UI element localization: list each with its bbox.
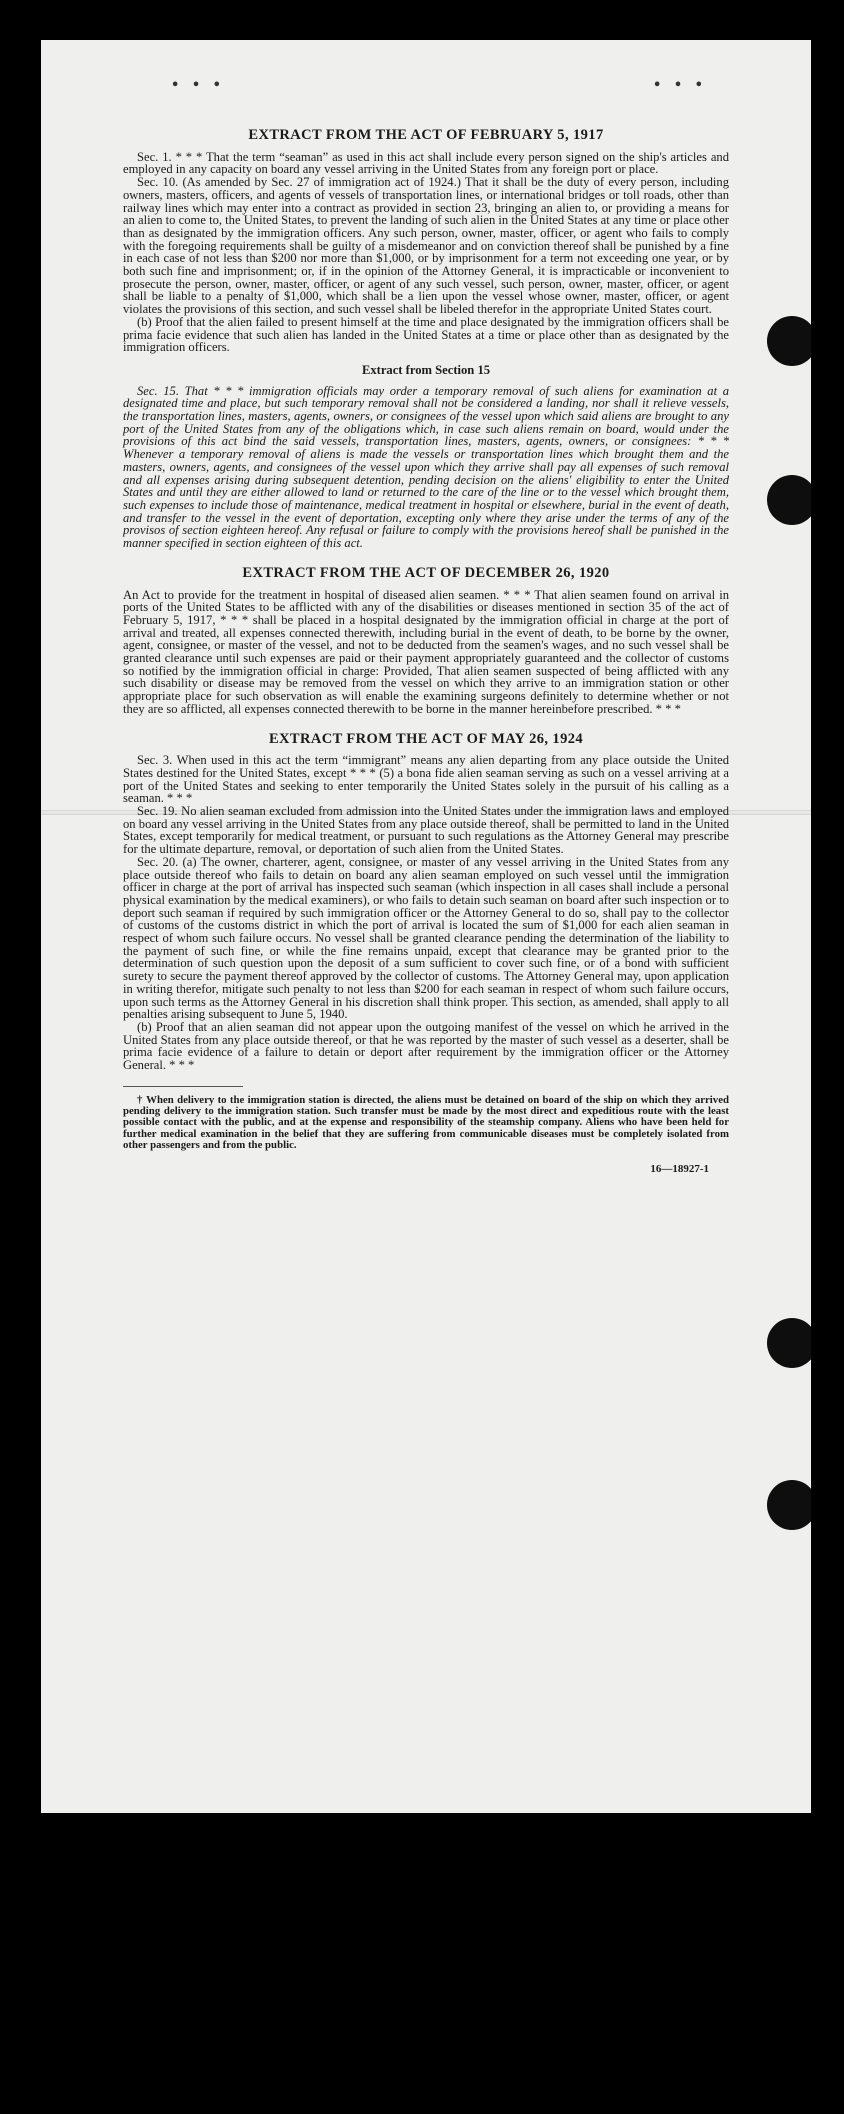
paragraph-sec-3: Sec. 3. When used in this act the term “immigrant” means any alien departing from any place outside the United States destined for the United States, except * * * (5) a bona fide alien seaman serving as such on a vessel arriving at a port of the United States and seeking to enter temporarily the United States solely in the pursuit of his calling as a seaman. * * * — [123, 753, 729, 806]
document-content — [123, 122, 729, 1176]
paragraph-sec-15: Sec. 15. That * * * immigration officials may order a temporary removal of such aliens for examination at a designated time and place, but such temporary removal shall not be considered a landing, nor shall it relieve vessels, the transportation lines, masters, agents, owners, or consignees of the vessel upon which said aliens are brought to any port of the United States from any of the obligations which, in case such aliens remain on board, would under the provisions of this act bind the said vessels, transportation lines, masters, agents, owners, or consignees: * * * Whenever a temporary removal of aliens is made the vessels or transportation lines which brought them and the masters, owners, agents, and consignees of the vessel upon which they arrive shall pay all expenses of such removal and all expenses arising during subsequent detention, pending decision on the aliens' eligibility to enter the United States and until they are either allowed to land or returned to the care of the line or to the vessel which brought them, such expenses to include those of maintenance, medical treatment in hospital or elsewhere, burial in the event of death, and transfer to the vessel in the event of deportation, excepting only where they arise under the terms of any of the provisos of section eighteen hereof. Any refusal or failure to comply with the provisions hereof shall be punished in the manner specified in section eighteen of this act. — [123, 383, 729, 551]
section-heading-dec-1920: EXTRACT FROM THE ACT OF DECEMBER 26, 1920 — [242, 564, 610, 581]
section-heading-feb-1917: EXTRACT FROM THE ACT OF FEBRUARY 5, 1917 — [248, 127, 604, 143]
document-page — [41, 40, 811, 1813]
punch-hole — [767, 1480, 811, 1530]
top-right-marks: • • • — [653, 78, 707, 93]
punch-hole — [767, 1318, 811, 1368]
section-heading-sec-15: Extract from Section 15 — [361, 362, 491, 377]
footnote-divider — [123, 1086, 243, 1087]
paragraph-sec-10: Sec. 10. (As amended by Sec. 27 of immigration act of 1924.) That it shall be the duty of every person, including owners, masters, officers, and agents of vessels of transportation lines, or international bridges or toll roads, other than railway lines which may enter into a contract as provided in section 23, bringing an alien to, or providing a means for an alien to come to, the United States, to prevent the landing of such alien in the United States at any time or place other than as designated by the immigration officers. Any such person, owner, master, officer, or agent who fails to comply with the foregoing requirements shall be guilty of a misdemeanor and on conviction thereof shall be punished by a fine in each case of not less than $200 nor more than $1,000, or by imprisonment for a term not exceeding one year, or by both such fine and imprisonment; or, if in the opinion of the Attorney General, it is impracticable or inconvenient to prosecute the person, owner, master, officer, or agent of any such vessel, such person, owner, master, officer, or agent shall be liable to a penalty of $1,000, which shall be a lien upon the vessel whose owner, master, officer, or agent violates the provisions of this section, and such vessel shall be libeled therefor in the appropriate United States court. — [123, 175, 729, 317]
footnote: † When delivery to the immigration station is directed, the aliens must be detained on board of the ship on which they arrived pending delivery to the immigration station. Such transfer must be made by the most direct and expeditious route with the least possible contact with the public, and at the expense and responsibility of the steamship company. Aliens who have been held for further medical examination in the belief that they are suffering from communicable diseases must be completely isolated from other passengers and from the public. — [123, 1093, 729, 1151]
paragraph-sec-19: Sec. 19. No alien seaman excluded from admission into the United States under the immigration laws and employed on board any vessel arriving in the United States from any place outside thereof, shall be permitted to land in the United States, except temporarily for medical treatment, or pursuant to such regulations as the Attorney General may prescribe for the ultimate departure, removal, or deportation of such alien from the United States. — [123, 804, 729, 857]
punch-hole — [767, 316, 811, 366]
form-number: 16—18927-1 — [650, 1163, 709, 1176]
top-left-marks: • • • — [171, 78, 225, 93]
paragraph-sec-1: Sec. 1. * * * That the term “seaman” as used in this act shall include every person signed on the ship's articles and employed in any capacity on board any vessel arriving in the United States from any foreign port or place. — [123, 149, 729, 177]
paragraph-act-1920: An Act to provide for the treatment in hospital of diseased alien seamen. * * * That alien seamen found on arrival in ports of the United States to be afflicted with any of the disabilities or diseases mentioned in section 35 of the act of February 5, 1917, * * * shall be placed in a hospital designated by the immigration official in charge at the port of arrival and treated, all expenses connected therewith, including burial in the event of death, to be borne by the owner, agent, consignee, or master of the vessel, and not to be deducted from the seamen's wages, and no such vessel shall be granted clearance until such expenses are paid or their payment appropriately guaranteed and the collector of customs so notified by the immigration official in charge: Provided, That alien seamen suspected of being afflicted with any such disability or disease may be removed from the vessel on which they arrive to an immigration station or other appropriate place for such observation as will enable the examining surgeons definitely to determine whether or not they are so afflicted, all expenses connected therewith to be borne in the manner hereinbefore prescribed. * * * — [123, 587, 729, 716]
section-heading-may-1924: EXTRACT FROM THE ACT OF MAY 26, 1924 — [268, 730, 584, 747]
paragraph-sec-10-b: (b) Proof that the alien failed to present himself at the time and place designated by the immigration officers shall be prima facie evidence that such alien has landed in the United States at a time or place other than as designated by the immigration officers. — [123, 314, 729, 355]
punch-hole — [767, 475, 811, 525]
paragraph-sec-20-b: (b) Proof that an alien seaman did not appear upon the outgoing manifest of the vessel on which he arrived in the United States from any place outside thereof, or that he was reported by the master of such vessel as a deserter, shall be prima facie evidence of a failure to detain or deport after requirement by the immigration officer or the Attorney General. * * * — [123, 1020, 729, 1073]
paragraph-sec-20-a: Sec. 20. (a) The owner, charterer, agent, consignee, or master of any vessel arriving in the United States from any place outside thereof who fails to detain on board any alien seaman employed on such vessel until the immigration officer in charge at the port of arrival has inspected such seaman (which inspection in all cases shall include a personal physical examination by the medical examiners), or who fails to detain such seaman on board after such inspection or to deport such seaman if required by such immigration officer or the Attorney General to do so, shall pay to the collector of customs of the customs district in which the port of arrival is located the sum of $1,000 for each alien seaman in respect of whom such failure occurs. No vessel shall be granted clearance pending the determination of the liability to the payment of such fine, or while the fine remains unpaid, except that clearance may be granted prior to the determination of such question upon the deposit of a sum sufficient to cover such fine, or of a bond with sufficient surety to secure the payment thereof approved by the collector of customs. The Attorney General may, upon application in writing therefor, mitigate such penalty to not less than $200 for each seaman in respect of whom such failure occurs, upon such terms as the Attorney General in his discretion shall think proper. This section, as amended, shall apply to all penalties arising subsequent to June 5, 1940. — [123, 854, 729, 1022]
